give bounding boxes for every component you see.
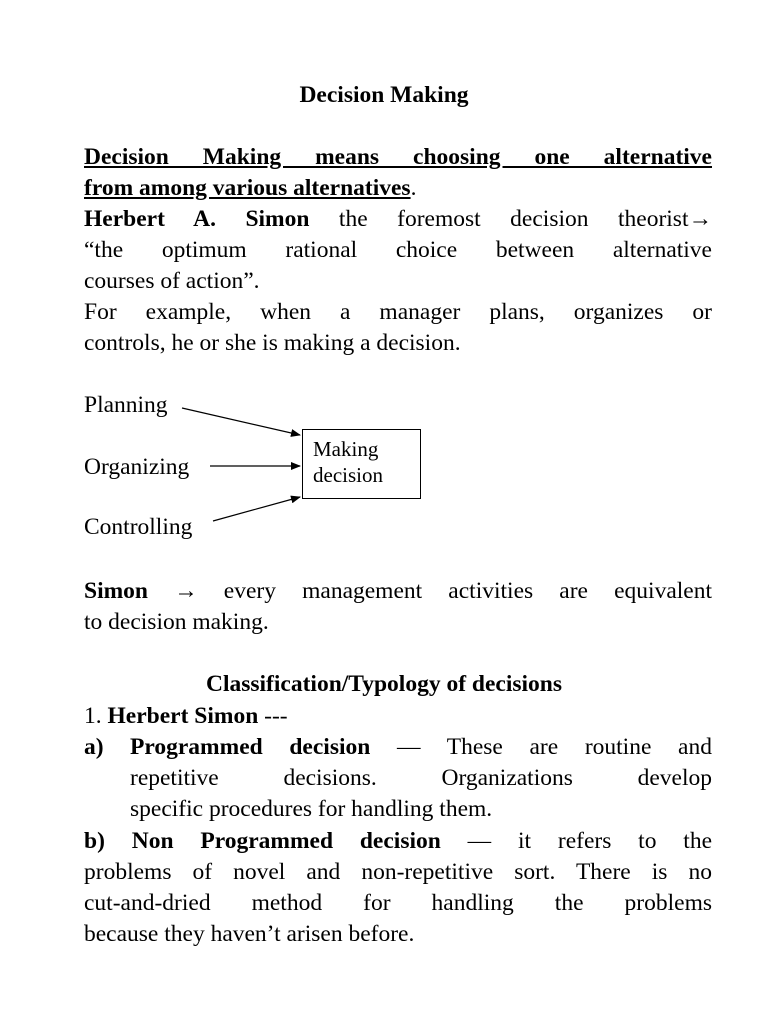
simon-line-2: “the optimum rational choice between alternative: [84, 237, 712, 263]
item-1-dash: ---: [258, 703, 288, 729]
item-a: [84, 732, 712, 825]
item-b-term: b) Non Programmed decision: [84, 828, 441, 854]
item-a-line-3: specific procedures for handling them.: [130, 796, 493, 822]
item-b-line-1: [84, 826, 712, 857]
diagram-label-controlling: Controlling: [84, 514, 193, 540]
diagram-label-organizing: Organizing: [84, 454, 190, 480]
simon2-line-1: [84, 576, 712, 607]
diagram-label-planning: Planning: [84, 392, 168, 418]
simon2-name: Simon: [84, 578, 148, 604]
item-a-line-1-rest: — These are routine and: [370, 734, 712, 760]
item-a-line-1: [130, 732, 712, 763]
definition-line-1: Decision Making means choosing one alternative: [84, 144, 712, 170]
item-a-line-2: repetitive decisions. Organizations develop: [130, 765, 712, 791]
item-1-heading: [84, 701, 712, 732]
definition-line-2: from among various alternatives: [84, 175, 411, 201]
item-a-term: Programmed decision: [130, 734, 371, 760]
simon2-line-2: to decision making.: [84, 609, 269, 635]
item-b-line-3: cut-and-dried method for handling the problems: [84, 890, 712, 916]
diagram-box-line-2: decision: [313, 463, 383, 487]
item-1-number: 1.: [84, 703, 108, 729]
arrow-controlling: [213, 497, 300, 521]
item-1-name: Herbert Simon: [107, 703, 259, 729]
arrow-planning: [182, 408, 300, 435]
example-line-1: For example, when a manager plans, organizes or: [84, 299, 712, 325]
item-b-line-4: because they haven’t arisen before.: [84, 921, 415, 947]
page-title: Decision Making: [299, 82, 469, 108]
simon-name: Herbert A. Simon: [84, 206, 310, 232]
item-b-line-1-rest: — it refers to the: [440, 828, 712, 854]
simon2-line-1-rest: → every management activities are equivalent: [148, 578, 712, 604]
simon-line-3: courses of action”.: [84, 268, 260, 294]
item-b-line-2: problems of novel and non-repetitive sort. There is no: [84, 859, 712, 885]
definition-period: .: [410, 175, 417, 201]
classification-heading: Classification/Typology of decisions: [205, 671, 562, 697]
diagram-box-line-1: Making: [313, 437, 379, 461]
item-a-label: a): [84, 734, 104, 760]
example-line-2: controls, he or she is making a decision.: [84, 330, 461, 356]
simon-line-1-rest: the foremost decision theorist→: [309, 206, 712, 232]
